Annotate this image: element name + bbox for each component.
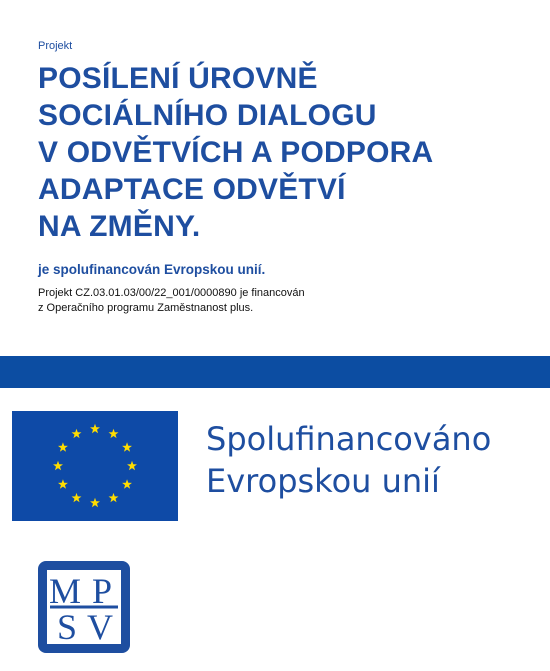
project-title-line: ADAPTACE ODVĚTVÍ: [38, 173, 346, 206]
mpsv-logo-letter: S: [56, 607, 78, 647]
project-title-line: NA ZMĚNY.: [38, 210, 201, 243]
project-title-line: POSÍLENÍ ÚROVNĚ: [38, 62, 318, 95]
cofinance-statement: je spolufinancován Evropskou unií.: [38, 262, 266, 277]
eu-cofinance-text-line: Evropskou unií: [206, 462, 440, 500]
funding-text-line: z Operačního programu Zaměstnanost plus.: [38, 302, 254, 314]
mpsv-logo-letter: V: [87, 607, 113, 647]
eu-cofinance-text: [206, 418, 491, 502]
project-label: Projekt: [38, 40, 73, 52]
eu-cofinance-text-line: Spolufinancováno: [206, 420, 492, 458]
funding-text-line: Projekt CZ.03.01.03/00/22_001/0000890 je financován: [38, 287, 305, 299]
mpsv-logo-letter: P: [91, 571, 113, 611]
project-title-line: V ODVĚTVÍCH A PODPORA: [38, 136, 434, 169]
blue-band: [0, 356, 550, 388]
project-title: [38, 60, 538, 245]
eu-flag-icon: [12, 411, 178, 521]
mpsv-logo-icon: [38, 561, 130, 653]
project-title-line: SOCIÁLNÍHO DIALOGU: [38, 99, 377, 132]
mpsv-logo-letter: M: [48, 571, 82, 611]
funding-text: [38, 286, 305, 316]
